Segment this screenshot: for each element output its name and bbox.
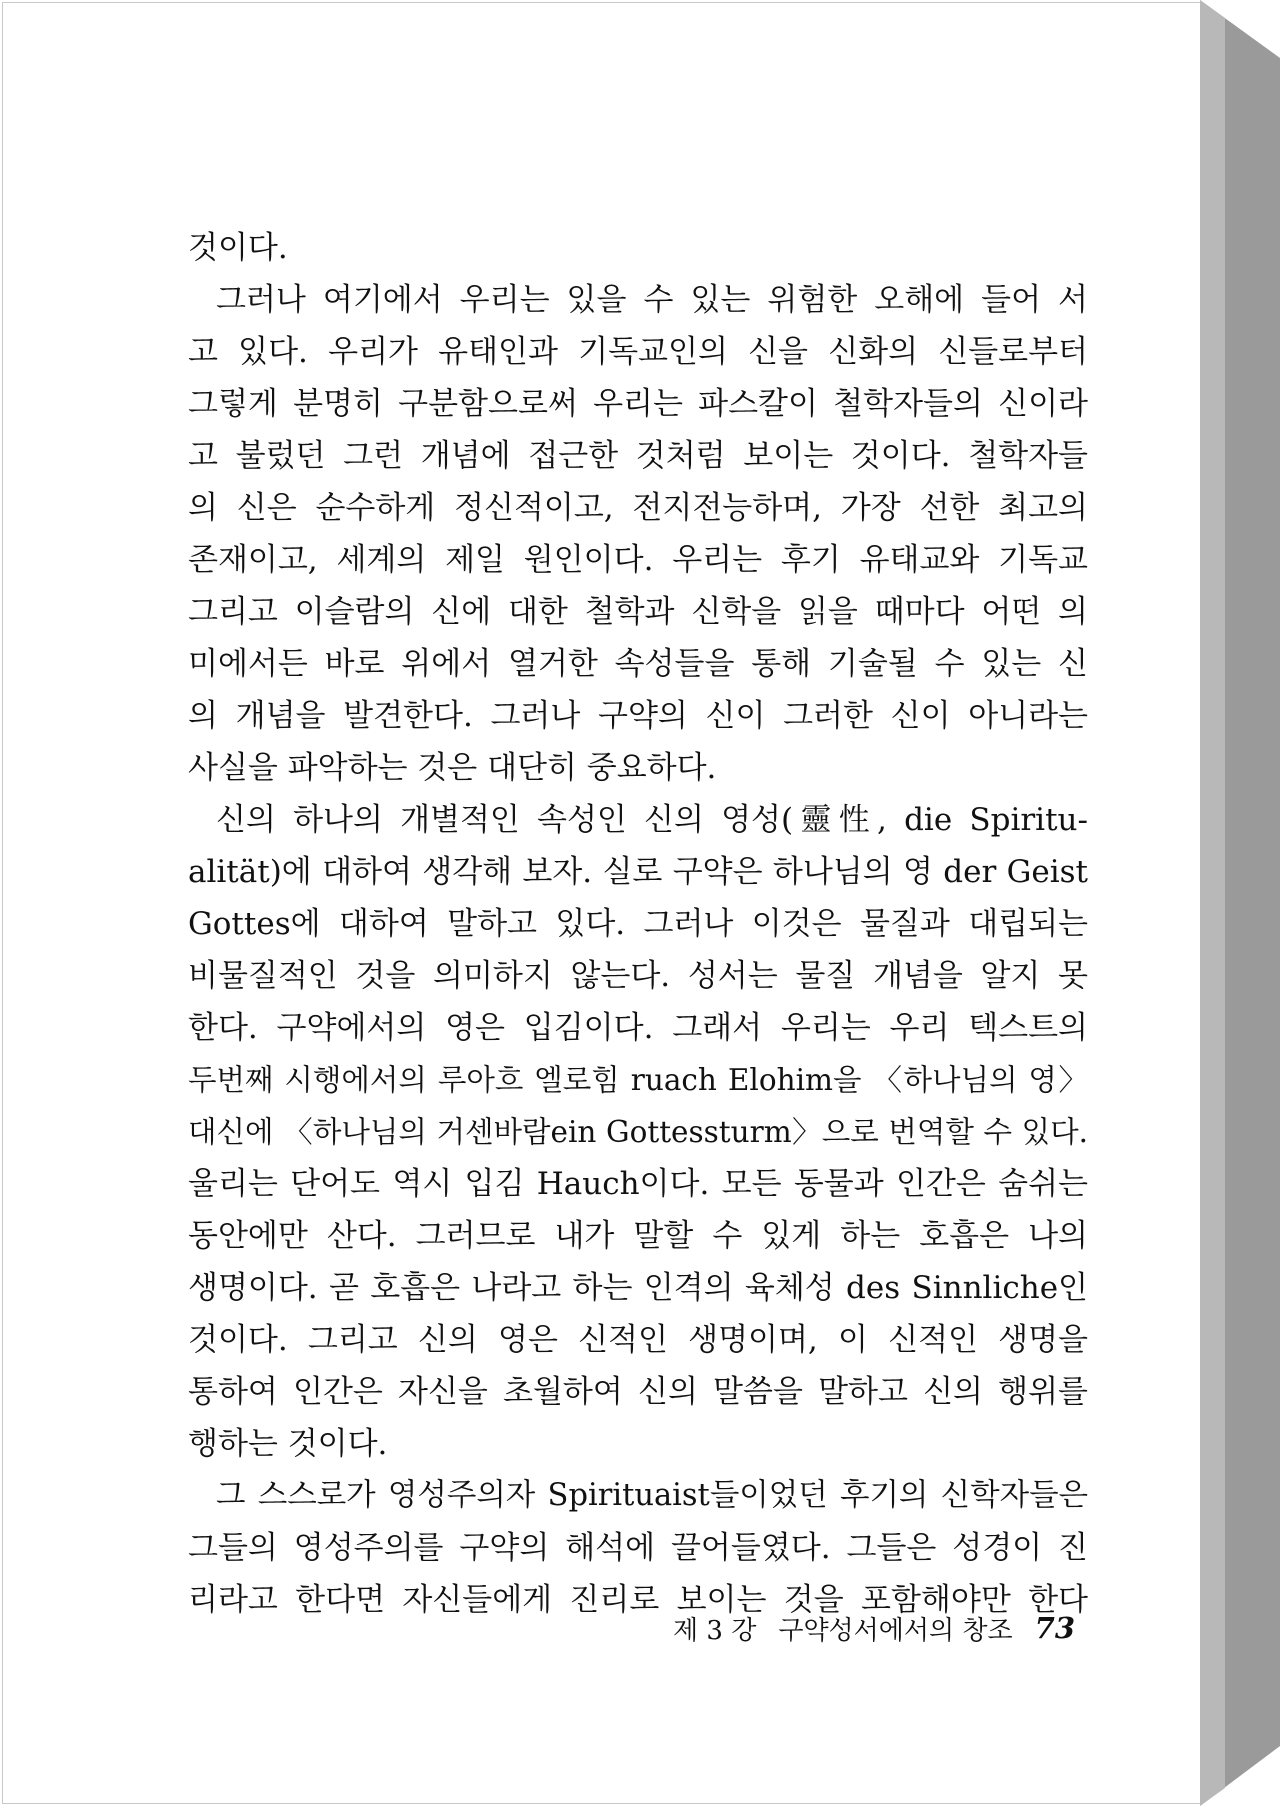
text-line: 동안에만 산다. 그러므로 내가 말할 수 있게 하는 호흡은 나의: [188, 1218, 1088, 1254]
text-line: 비물질적인 것을 의미하지 않는다. 성서는 물질 개념을 알지 못: [188, 958, 1088, 994]
text-line: 것이다.: [188, 230, 288, 266]
text-line: 울리는 단어도 역시 입김 Hauch이다. 모든 동물과 인간은 숨쉬는: [188, 1166, 1088, 1202]
body-text: [188, 222, 1088, 1626]
text-line: 통하여 인간은 자신을 초월하여 신의 말씀을 말하고 신의 행위를: [188, 1374, 1088, 1410]
text-line: 생명이다. 곧 호흡은 나라고 하는 인격의 육체성 des Sinnliche인: [188, 1270, 1088, 1306]
text-line: 의 신은 순수하게 정신적이고, 전지전능하며, 가장 선한 최고의: [188, 490, 1088, 526]
page-number: 73: [1034, 1611, 1075, 1645]
text-line: 그리고 이슬람의 신에 대한 철학과 신학을 읽을 때마다 어떤 의: [188, 594, 1088, 630]
text-line: 의 개념을 발견한다. 그러나 구약의 신이 그러한 신이 아니라는: [188, 698, 1088, 734]
text-line: 미에서든 바로 위에서 열거한 속성들을 통해 기술될 수 있는 신: [188, 646, 1088, 682]
text-line: 것이다. 그리고 신의 영은 신적인 생명이며, 이 신적인 생명을: [188, 1322, 1088, 1358]
text-line: 고 있다. 우리가 유태인과 기독교인의 신을 신화의 신들로부터: [188, 334, 1088, 370]
text-line: 대신에 〈하나님의 거센바람ein Gottessturm〉으로 번역할 수 있다.: [188, 1115, 1088, 1149]
chapter-title: 구약성서에서의 창조: [778, 1615, 1013, 1646]
text-line: 한다. 구약에서의 영은 입김이다. 그래서 우리는 우리 텍스트의: [188, 1010, 1088, 1046]
text-line: 고 불렀던 그런 개념에 접근한 것처럼 보이는 것이다. 철학자들: [188, 438, 1088, 474]
text-line: 그 스스로가 영성주의자 Spirituaist들이었던 후기의 신학자들은: [216, 1478, 1088, 1513]
text-line: alität)에 대하여 생각해 보자. 실로 구약은 하나님의 영 der Geist: [188, 854, 1088, 890]
text-line: 그러나 여기에서 우리는 있을 수 있는 위험한 오해에 들어 서: [216, 282, 1088, 318]
text-line: 사실을 파악하는 것은 대단히 중요하다.: [188, 750, 717, 786]
text-line: 그들의 영성주의를 구약의 해석에 끌어들였다. 그들은 성경이 진: [188, 1530, 1088, 1566]
text-line: Gottes에 대하여 말하고 있다. 그러나 이것은 물질과 대립되는: [188, 906, 1088, 942]
text-line: 리라고 한다면 자신들에게 진리로 보이는 것을 포함해야만 한다: [188, 1582, 1088, 1618]
text-line: 그렇게 분명히 구분함으로써 우리는 파스칼이 철학자들의 신이라: [188, 386, 1088, 422]
text-line: 행하는 것이다.: [188, 1426, 388, 1462]
text-line: 신의 하나의 개별적인 속성인 신의 영성(靈性, die Spiritu-: [216, 802, 1088, 838]
running-footer: [655, 1606, 1075, 1650]
page-edge-shadow: [1195, 0, 1281, 1806]
text-line: 두번째 시행에서의 루아흐 엘로힘 ruach Elohim을 〈하나님의 영〉: [188, 1063, 1088, 1097]
text-line: 존재이고, 세계의 제일 원인이다. 우리는 후기 유태교와 기독교: [188, 542, 1088, 578]
chapter-label: 제 3 강: [673, 1615, 757, 1646]
